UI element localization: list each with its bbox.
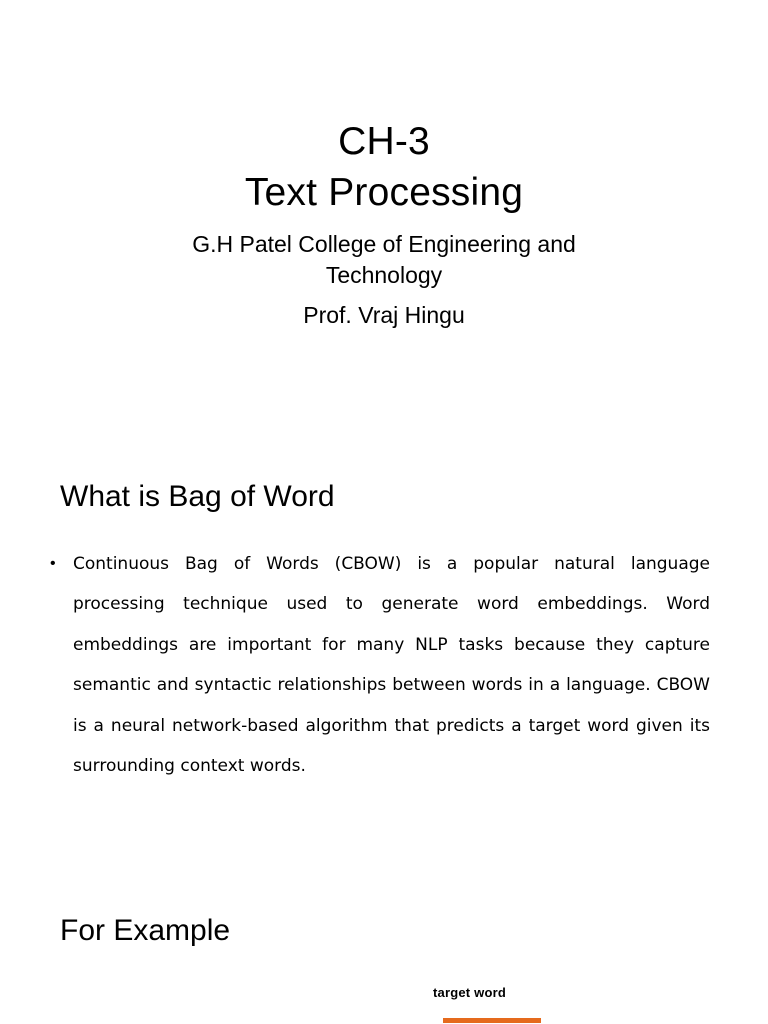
college-name: G.H Patel College of Engineering and Technology	[192, 231, 576, 288]
example-slide	[0, 850, 768, 1024]
definition-bullet	[50, 544, 710, 786]
definition-text: Continuous Bag of Words (CBOW) is a popular natural language processing technique used to generate word embeddings. Word embeddings are important for many NLP tasks because they capture semantic and syntactic relationships between words in a language. CBOW is a neural network-based algorithm that predicts a target word given its surrounding context words.	[73, 554, 710, 777]
target-word-underline	[443, 1018, 541, 1023]
slide-heading: What is Bag of Word	[60, 480, 335, 513]
bullet-icon: •	[50, 555, 56, 572]
target-word-label: target word	[433, 985, 506, 1000]
chapter-title: CH-3	[338, 120, 430, 163]
chapter-subject-title: Text Processing	[244, 171, 524, 214]
title-slide	[0, 0, 768, 400]
bag-of-word-slide	[0, 400, 768, 850]
professor-name: Prof. Vraj Hingu	[303, 302, 465, 328]
example-heading: For Example	[60, 914, 231, 947]
